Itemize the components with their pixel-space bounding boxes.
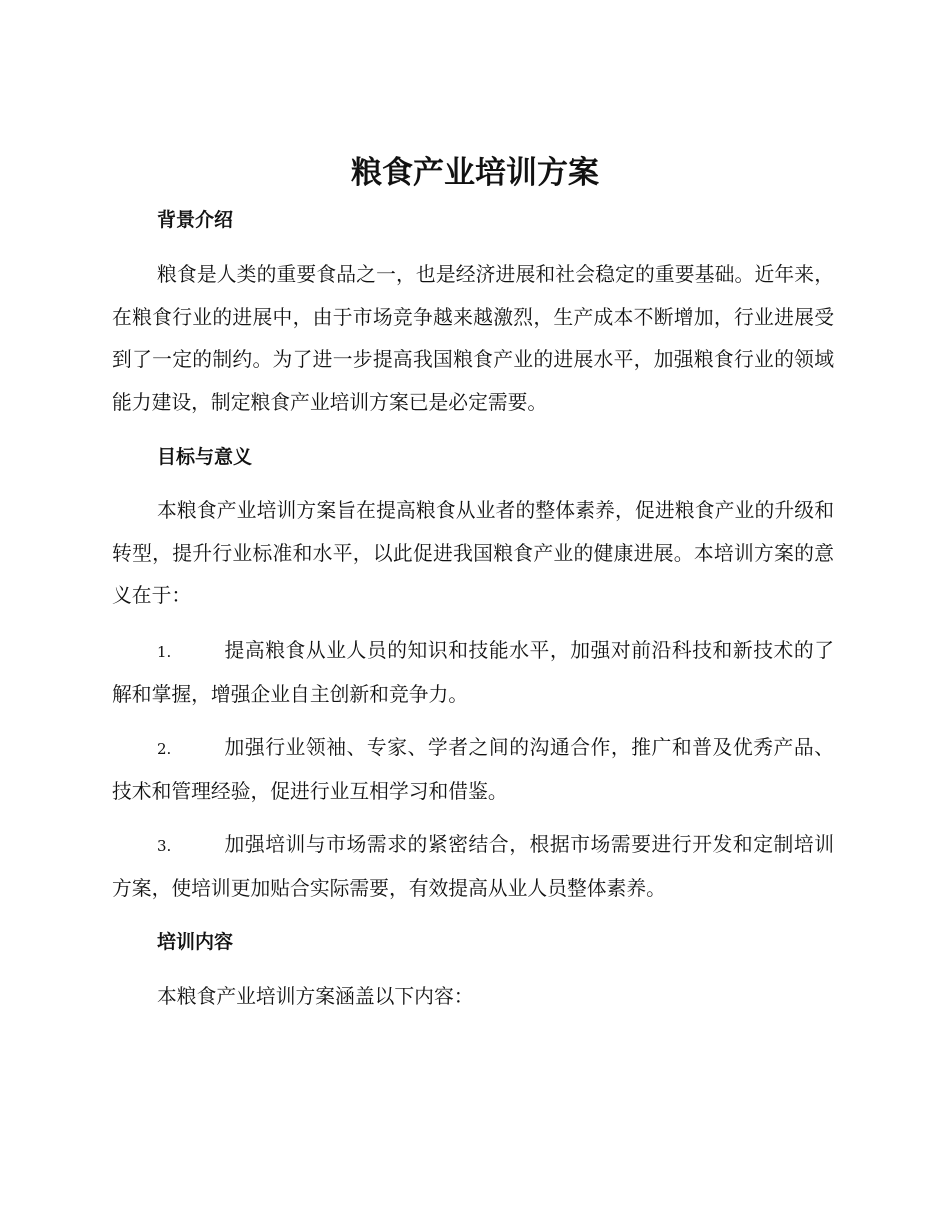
section-paragraph-background: 粮食是人类的重要食品之一，也是经济进展和社会稳定的重要基础。近年来，在粮食行业的进展中，由于市场竞争越来越激烈，生产成本不断增加，行业进展受到了一定的制约。为了进一步提高我国粮食产业的进展水平，加强粮食行业的领域能力建设，制定粮食产业培训方案已是必定需要。 xyxy=(112,263,834,414)
list-item xyxy=(112,824,834,910)
list-item-text: 加强培训与市场需求的紧密结合，根据市场需要进行开发和定制培训方案，使培训更加贴合实际需要，有效提高从业人员整体素养。 xyxy=(112,833,834,900)
section-heading-goals: 目标与意义 xyxy=(157,446,253,468)
list-item-text: 提高粮食从业人员的知识和技能水平，加强对前沿科技和新技术的了解和掌握，增强企业自主创新和竞争力。 xyxy=(112,639,834,706)
section-heading-content: 培训内容 xyxy=(157,931,234,953)
section-heading-background: 背景介绍 xyxy=(157,209,234,231)
list-item xyxy=(112,630,834,716)
list-item-text: 加强行业领袖、专家、学者之间的沟通合作，推广和普及优秀产品、技术和管理经验，促进行业互相学习和借鉴。 xyxy=(112,736,834,803)
section-paragraph-content: 本粮食产业培训方案涵盖以下内容： xyxy=(157,985,474,1008)
list-item-number: 2. xyxy=(157,740,172,758)
document-title: 粮食产业培训方案 xyxy=(351,155,599,191)
list-item xyxy=(112,727,834,813)
list-item-number: 3. xyxy=(157,837,172,855)
section-paragraph-goals: 本粮食产业培训方案旨在提高粮食从业者的整体素养，促进粮食产业的升级和转型，提升行业标准和水平，以此促进我国粮食产业的健康进展。本培训方案的意义在于： xyxy=(112,499,834,607)
list-item-number: 1. xyxy=(157,643,172,661)
